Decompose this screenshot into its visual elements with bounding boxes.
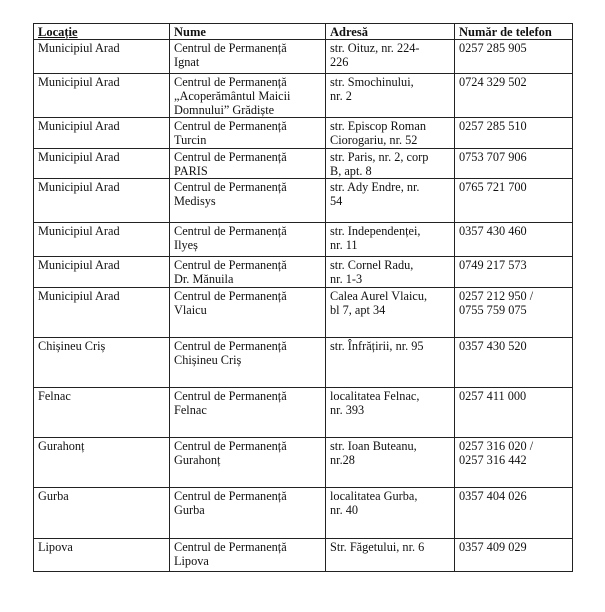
table-row (34, 438, 573, 488)
phone-cell (455, 338, 573, 388)
address-cell (326, 40, 455, 74)
address-line: nr. 11 (330, 238, 358, 252)
address-line: nr. 40 (330, 503, 359, 517)
name-line: Centrul de Permanență (174, 150, 287, 164)
name-line: „Acoperământul Maicii (174, 89, 291, 103)
name-cell (170, 288, 326, 338)
location-cell: Municipiul Arad (34, 74, 170, 118)
address-line: str. Înfrățirii, nr. 95 (330, 339, 424, 353)
name-line: Ilyeș (174, 238, 198, 252)
phone-cell (455, 223, 573, 257)
address-line: Calea Aurel Vlaicu, (330, 289, 428, 303)
phone-line: 0257 316 020 / (459, 439, 534, 453)
name-line: Centrul de Permanență (174, 289, 287, 303)
name-cell (170, 118, 326, 149)
location-cell: Felnac (34, 388, 170, 438)
table-row (34, 118, 573, 149)
name-cell (170, 74, 326, 118)
location-cell: Municipiul Arad (34, 179, 170, 223)
name-line: Ignat (174, 55, 200, 69)
location-cell: Municipiul Arad (34, 149, 170, 179)
phone-line: 0257 285 905 (459, 41, 527, 55)
name-line: Centrul de Permanență (174, 119, 287, 133)
name-line: Gurahonț (174, 453, 221, 467)
phone-line: 0357 430 520 (459, 339, 527, 353)
phone-line: 0765 721 700 (459, 180, 527, 194)
table-row (34, 149, 573, 179)
name-line: Centrul de Permanență (174, 180, 287, 194)
name-cell (170, 539, 326, 572)
phone-cell (455, 288, 573, 338)
phone-cell (455, 149, 573, 179)
address-line: localitatea Gurba, (330, 489, 418, 503)
phone-cell (455, 388, 573, 438)
header-location: Locație (34, 24, 170, 40)
table-row (34, 488, 573, 539)
phone-line: 0257 411 000 (459, 389, 527, 403)
name-line: Dr. Mănuila (174, 272, 234, 286)
address-cell (326, 223, 455, 257)
address-line: str. Independenței, (330, 224, 421, 238)
name-cell (170, 179, 326, 223)
address-cell (326, 488, 455, 539)
address-line: Ciorogariu, nr. 52 (330, 133, 418, 147)
address-line: str. Smochinului, (330, 75, 414, 89)
name-cell (170, 438, 326, 488)
name-line: Centrul de Permanență (174, 75, 287, 89)
name-line: Centrul de Permanență (174, 540, 287, 554)
address-line: str. Episcop Roman (330, 119, 426, 133)
table-row (34, 40, 573, 74)
header-address: Adresă (326, 24, 455, 40)
address-line: str. Cornel Radu, (330, 258, 414, 272)
phone-line: 0724 329 502 (459, 75, 527, 89)
phone-line: 0257 285 510 (459, 119, 527, 133)
phone-line: 0257 212 950 / (459, 289, 534, 303)
location-cell: Municipiul Arad (34, 40, 170, 74)
address-line: nr. 393 (330, 403, 365, 417)
name-line: Vlaicu (174, 303, 207, 317)
name-line: Gurba (174, 503, 205, 517)
name-cell (170, 388, 326, 438)
phone-line: 0755 759 075 (459, 303, 527, 317)
phone-cell (455, 438, 573, 488)
location-cell: Chișineu Criș (34, 338, 170, 388)
clinics-table (33, 23, 573, 572)
phone-cell (455, 118, 573, 149)
address-cell (326, 338, 455, 388)
phone-line: 0357 404 026 (459, 489, 527, 503)
address-line: 54 (330, 194, 343, 208)
name-line: Centrul de Permanență (174, 41, 287, 55)
location-cell: Gurba (34, 488, 170, 539)
name-line: Domnului” Grădiște (174, 103, 275, 117)
phone-cell (455, 74, 573, 118)
name-cell (170, 257, 326, 288)
phone-cell (455, 539, 573, 572)
location-cell: Municipiul Arad (34, 257, 170, 288)
header-row (34, 24, 573, 40)
address-cell (326, 74, 455, 118)
address-line: 226 (330, 55, 349, 69)
table-row (34, 539, 573, 572)
header-name: Nume (170, 24, 326, 40)
table-body (34, 40, 573, 572)
phone-line: 0749 217 573 (459, 258, 527, 272)
address-line: str. Paris, nr. 2, corp (330, 150, 429, 164)
location-cell: Municipiul Arad (34, 288, 170, 338)
phone-cell (455, 40, 573, 74)
location-cell: Gurahonț (34, 438, 170, 488)
address-line: B, apt. 8 (330, 164, 372, 178)
address-cell (326, 149, 455, 179)
name-line: Felnac (174, 403, 207, 417)
name-line: Centrul de Permanență (174, 339, 287, 353)
phone-cell (455, 257, 573, 288)
location-cell: Lipova (34, 539, 170, 572)
table-row (34, 288, 573, 338)
phone-line: 0357 430 460 (459, 224, 527, 238)
name-line: Centrul de Permanență (174, 224, 287, 238)
address-cell (326, 438, 455, 488)
phone-line: 0257 316 442 (459, 453, 527, 467)
phone-cell (455, 488, 573, 539)
address-line: nr.28 (330, 453, 355, 467)
address-line: str. Ioan Buteanu, (330, 439, 417, 453)
location-cell: Municipiul Arad (34, 118, 170, 149)
name-line: Centrul de Permanență (174, 389, 287, 403)
name-cell (170, 149, 326, 179)
table-row (34, 257, 573, 288)
name-cell (170, 488, 326, 539)
address-cell (326, 539, 455, 572)
phone-cell (455, 179, 573, 223)
table-row (34, 74, 573, 118)
address-line: localitatea Felnac, (330, 389, 420, 403)
address-line: Str. Făgetului, nr. 6 (330, 540, 425, 554)
address-cell (326, 388, 455, 438)
address-cell (326, 179, 455, 223)
name-cell (170, 223, 326, 257)
address-line: bl 7, apt 34 (330, 303, 386, 317)
table-row (34, 388, 573, 438)
name-line: Centrul de Permanență (174, 439, 287, 453)
address-line: str. Ady Endre, nr. (330, 180, 420, 194)
name-line: Turcin (174, 133, 207, 147)
name-cell (170, 40, 326, 74)
phone-line: 0753 707 906 (459, 150, 527, 164)
address-cell (326, 257, 455, 288)
name-cell (170, 338, 326, 388)
table-row (34, 179, 573, 223)
table-row (34, 223, 573, 257)
address-cell (326, 118, 455, 149)
address-line: nr. 2 (330, 89, 352, 103)
name-line: Lipova (174, 554, 209, 568)
name-line: Chișineu Criș (174, 353, 242, 367)
address-line: nr. 1-3 (330, 272, 363, 286)
phone-line: 0357 409 029 (459, 540, 527, 554)
name-line: Centrul de Permanență (174, 258, 287, 272)
location-cell: Municipiul Arad (34, 223, 170, 257)
address-cell (326, 288, 455, 338)
header-phone: Număr de telefon (455, 24, 573, 40)
table-row (34, 338, 573, 388)
name-line: PARIS (174, 164, 208, 178)
name-line: Medisys (174, 194, 216, 208)
name-line: Centrul de Permanență (174, 489, 287, 503)
address-line: str. Oituz, nr. 224- (330, 41, 420, 55)
